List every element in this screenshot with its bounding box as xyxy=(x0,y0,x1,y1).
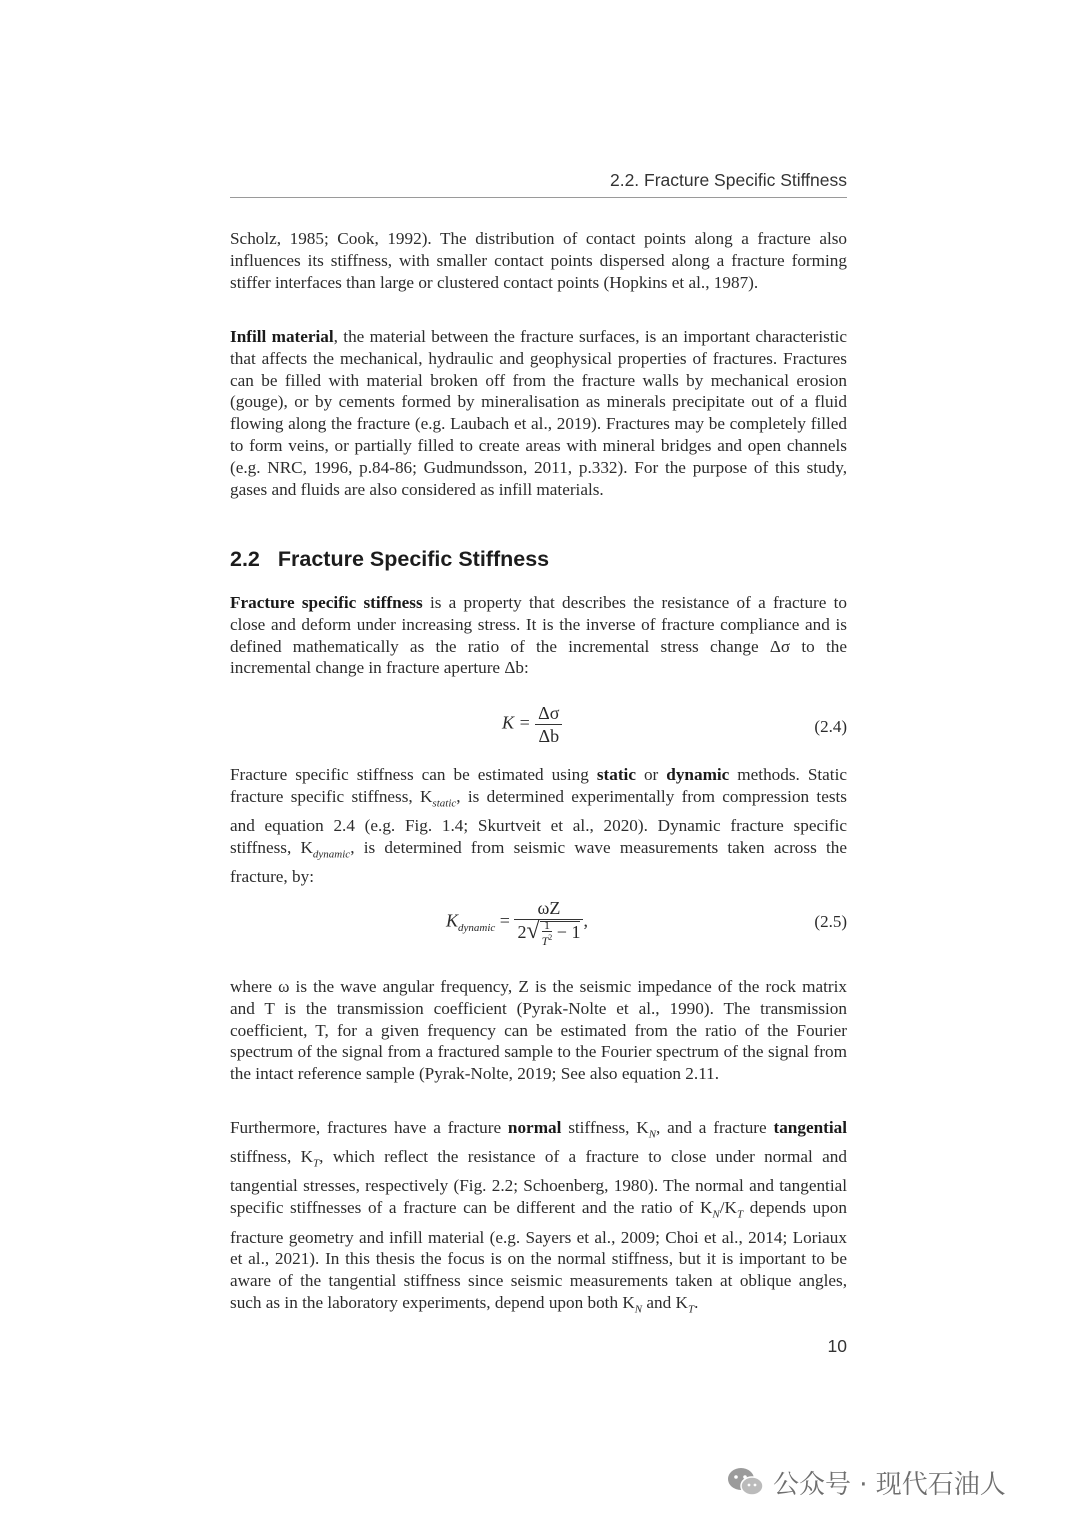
paragraph-text: , is determined experimentally from compression tests and equation 2.4 (e.g. Fig. 1.4; Skurtveit et al., 2020). Dynamic fracture specific stiffness, K xyxy=(230,786,847,857)
paragraph-infill-material xyxy=(230,326,847,500)
paragraph-text: and K xyxy=(642,1292,688,1312)
paragraph-text: stiffness, K xyxy=(230,1147,314,1167)
paragraph-text: Fracture specific stiffness can be estimated using xyxy=(230,765,597,784)
fraction-numerator: ωZ xyxy=(514,897,583,920)
term-fracture-specific-stiffness: Fracture specific stiffness xyxy=(230,593,423,612)
paragraph-text: , and a fracture xyxy=(656,1118,774,1137)
equation-number: (2.5) xyxy=(814,912,847,931)
equals-sign: = xyxy=(499,910,510,931)
subscript: dynamic xyxy=(458,921,496,934)
watermark xyxy=(727,1462,1006,1502)
subscript: dynamic xyxy=(312,848,351,861)
section-number: 2.2 xyxy=(230,547,260,571)
paragraph-text: is a property that describes the resistance of a fracture to close and deform under increasing stress. It is the inverse of fracture compliance and is defined mathematically as the ratio of the incremental stress change Δσ to the incremental change in fracture aperture Δb: xyxy=(230,593,848,678)
term-normal: normal xyxy=(507,1118,562,1137)
paragraph-text: , the material between the fracture surfaces, is an important characteristic that affects the mechanical, hydraulic and geophysical properties of fractures. Fractures can be filled with material broken off from the fracture walls by mechanical erosion (gouge), or by cements formed by mineralisation as minerals precipitate out of a fluid flowing along the fracture (e.g. Laubach et al., 2019). Fractures may be completely filled to form veins, or partially filled to create areas with mineral bridges and open channels (e.g. NRC, 1996, p.84-86; Gudmundsson, 2011, p.332). For the purpose of this study, gases and fluids are also considered as infill materials. xyxy=(230,327,847,499)
subscript: N xyxy=(634,1303,643,1316)
paragraph-transmission xyxy=(230,976,847,1085)
paragraph-text: or xyxy=(635,765,667,784)
equation-2-4 xyxy=(230,702,847,762)
subscript: static xyxy=(432,797,457,810)
paragraph-static-dynamic xyxy=(230,764,847,888)
term-infill-material: Infill material xyxy=(230,327,334,346)
fraction-numerator: Δσ xyxy=(535,702,562,725)
equation-number: (2.4) xyxy=(814,717,847,736)
watermark-text: 公众号 · 现代石油人 xyxy=(773,1469,1006,1500)
paragraph-text: . xyxy=(694,1292,699,1312)
page-number: 10 xyxy=(827,1336,847,1356)
radical-numerator: 1 xyxy=(542,920,553,932)
radical-denominator: T xyxy=(541,934,549,949)
term-dynamic: dynamic xyxy=(666,765,730,784)
fraction-denominator: Δb xyxy=(538,726,560,746)
subscript: N xyxy=(648,1128,657,1141)
paragraph-text: stiffness, K xyxy=(561,1118,649,1137)
subscript: N xyxy=(712,1208,720,1221)
term-static: static xyxy=(596,765,636,784)
equation-fraction xyxy=(535,702,562,747)
radical-minus-one: − 1 xyxy=(556,922,581,942)
wechat-icon xyxy=(727,1466,765,1498)
equation-lhs: K xyxy=(446,910,459,931)
fraction-denominator xyxy=(514,920,583,947)
denominator-coefficient: 2 xyxy=(517,922,527,942)
paragraph-contact-points xyxy=(230,228,847,293)
paragraph-text: Scholz, 1985; Cook, 1992). The distribution of contact points along a fracture also influences its stiffness, with smaller contact points dispersed along a fracture forming stiffer interfaces than large or clustered contact points (Hopkins et al., 1987). xyxy=(230,229,847,292)
subscript: T xyxy=(313,1157,320,1170)
section-title: Fracture Specific Stiffness xyxy=(277,547,550,571)
paragraph-text: Furthermore, fractures have a fracture xyxy=(230,1118,508,1137)
paragraph-normal-tangential xyxy=(230,1117,847,1321)
paragraph-text: where ω is the wave angular frequency, Z is the seismic impedance of the rock matrix and T is the transmission coefficient (Pyrak-Nolte et al., 1990). The transmission coefficient, T, for a given frequency can be estimated from the ratio of the Fourier spectrum of the signal from a fractured sample to the Fourier spectrum of the signal from the intact reference sample (Pyrak-Nolte, 2019; See also equation 2.11. xyxy=(230,977,847,1084)
paragraph-text: /K xyxy=(719,1198,737,1218)
equation-fraction xyxy=(514,897,583,947)
paragraph-definition xyxy=(230,592,847,679)
paragraph-text: , which reflect the resistance of a fracture to close under normal and tangential stresses, respectively (Fig. 2.2; Schoenberg, 1980). The normal and tangential specific stiffnesses of a fracture can be different and the ratio of K xyxy=(230,1147,847,1218)
subscript: T xyxy=(736,1208,744,1221)
equation-lhs: K = xyxy=(502,712,531,733)
term-tangential: tangential xyxy=(773,1118,848,1137)
sqrt-icon: √ xyxy=(526,918,540,944)
exponent: 2 xyxy=(548,933,553,943)
equation-2-5 xyxy=(230,897,847,959)
subscript: T xyxy=(687,1303,695,1316)
paragraph-text: , is determined from seismic wave measurements taken across the fracture, by: xyxy=(230,837,847,887)
paragraph-text: methods. Static fracture specific stiffness, K xyxy=(230,765,847,806)
paragraph-text: depends upon fracture geometry and infill material (e.g. Sayers et al., 2009; Choi et al., 2014; Loriaux et al., 2021). In this thesis the focus is on the normal stiffness, but it is important to be aware of the tangential stiffness since seismic measurements taken at oblique angles, such as in the laboratory experiments, depend upon both K xyxy=(230,1198,847,1312)
equation-comma: , xyxy=(583,910,588,931)
running-head: 2.2. Fracture Specific Stiffness xyxy=(230,170,847,198)
section-heading xyxy=(230,547,549,572)
